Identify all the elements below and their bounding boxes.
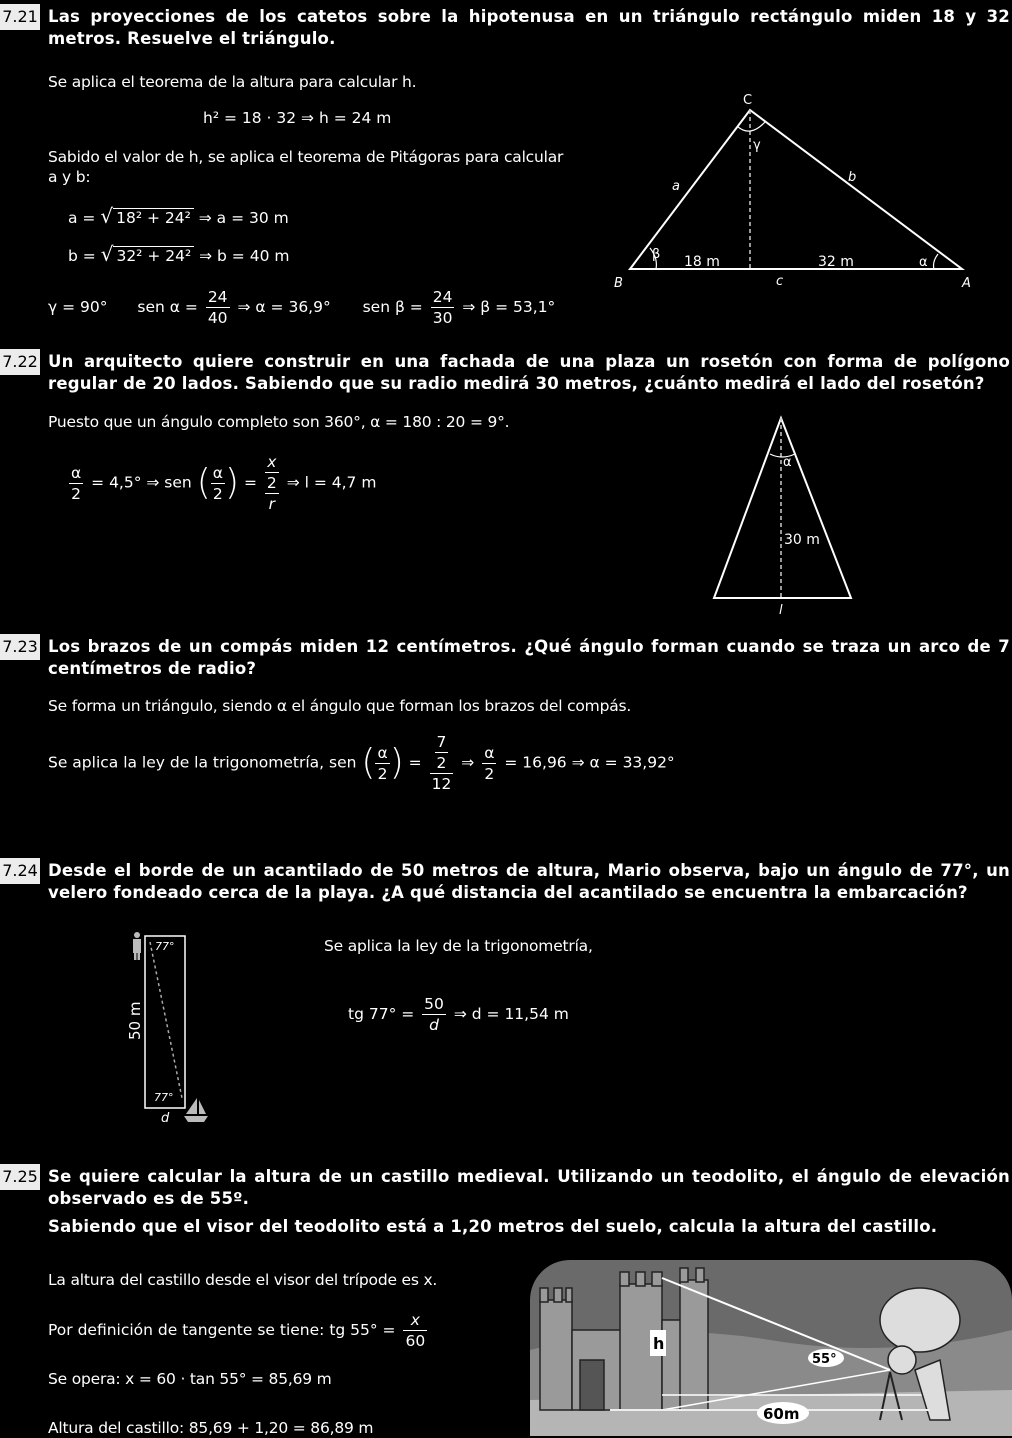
problem-number-7-21: 7.21: [0, 4, 40, 30]
fraction-alpha-half-2: [211, 463, 225, 504]
equals-sign: =: [408, 753, 422, 772]
fraction-alpha-half-2: [482, 743, 496, 784]
beta-result: ⇒ β = 53,1°: [462, 298, 556, 316]
formula-middle: = 4,5° ⇒ sen: [91, 473, 192, 492]
elevation-angle-label: 55°: [812, 1352, 837, 1367]
formula-b-root: 32² + 24²: [113, 246, 194, 265]
side-b: b: [848, 170, 857, 185]
text-altura-castillo: Altura del castillo: 85,69 + 1,20 = 86,89 m: [48, 1419, 374, 1437]
formula-angles: [48, 287, 555, 328]
angle-alpha: α: [919, 255, 928, 270]
fraction-alpha-half: [69, 463, 83, 504]
angle-bottom-77: 77°: [154, 1091, 174, 1104]
problem-title-7-25a: Se quiere calcular la altura de un castillo medieval. Utilizando un teodolito, el ángulo de elevación observado es de 55º.: [48, 1167, 1010, 1208]
formula-a-lhs: a =: [68, 209, 96, 227]
side-a: a: [672, 179, 680, 194]
compound-numerator: [265, 452, 279, 493]
radius-label: 30 m: [784, 532, 820, 548]
text-pitagoras: Sabido el valor de h, se aplica el teorema de Pitágoras para calcular: [48, 148, 564, 166]
fraction-seven-half: [435, 732, 449, 773]
right-triangle-diagram: [600, 88, 990, 298]
problem-title-7-22: Un arquitecto quiere construir en una fachada de una plaza un rosetón con forma de polígono regular de 20 lados. Sabiendo que su radio medirá 30 metros, ¿cuánto medirá el lado del rosetón?: [48, 352, 1010, 393]
alpha-numerator: α: [377, 743, 388, 762]
problem-title-7-25b: Sabiendo que el visor del teodolito está a 1,20 metros del suelo, calcula la altura del castillo.: [48, 1217, 938, 1236]
segment-32: 32 m: [818, 254, 854, 270]
cliff-diagram: [120, 928, 220, 1128]
left-paren: (: [361, 742, 376, 783]
vertex-b: B: [614, 276, 623, 291]
text-altura-visor: La altura del castillo desde el visor del trípode es x.: [48, 1271, 438, 1289]
two-denominator: 2: [482, 763, 496, 784]
text-ley-trigonometria: Se aplica la ley de la trigonometría,: [324, 937, 593, 955]
right-paren: ): [389, 742, 404, 783]
sixty-denominator: 60: [405, 1332, 426, 1350]
x-numerator: x: [267, 453, 277, 471]
equals-sign: =: [243, 473, 257, 492]
two-denominator: 2: [211, 483, 225, 504]
problem-title-7-24: Desde el borde de un acantilado de 50 metros de altura, Mario observa, bajo un ángulo de 77°, un velero fondeado cerca de la playa. ¿A qué distancia del acantilado se encuentra la embarcación?: [48, 861, 1010, 902]
problem-title-7-23: Los brazos de un compás miden 12 centímetros. ¿Qué ángulo forman cuando se traza un arco de 7 centímetros de radio?: [48, 637, 1010, 678]
formula-prefix: Se aplica la ley de la trigonometría, sen: [48, 753, 357, 772]
distance-d: d: [161, 1111, 170, 1126]
fraction-x-half-over-r: [265, 452, 279, 514]
fraction-alpha: [206, 287, 230, 328]
formula-prefix: tg 77° =: [348, 1005, 415, 1023]
alpha-result: ⇒ α = 36,9°: [237, 298, 331, 316]
apex-angle-alpha: α: [783, 455, 792, 470]
castle-distance-label: 60m: [763, 1405, 800, 1423]
formula-cliff: [348, 994, 569, 1035]
alpha-numerator: α: [484, 743, 495, 762]
compass-result: = 16,96 ⇒ α = 33,92°: [504, 753, 675, 772]
formula-rosette: [66, 452, 376, 514]
side-l-label: l: [779, 603, 783, 618]
alpha-numerator: α: [71, 463, 82, 482]
formula-a-root: 18² + 24²: [113, 208, 194, 227]
left-paren: (: [196, 462, 211, 503]
formula-b: [68, 242, 289, 266]
text-altura-theorem: Se aplica el teorema de la altura para calcular h.: [48, 73, 417, 91]
cliff-result: ⇒ d = 11,54 m: [453, 1005, 569, 1023]
fraction-x-half: [265, 452, 279, 493]
castle-height-label: h: [653, 1334, 665, 1353]
r-denominator: r: [265, 493, 279, 514]
arrow: ⇒: [461, 753, 475, 772]
problem-number-7-22: 7.22: [0, 349, 40, 375]
two-denominator: 2: [69, 483, 83, 504]
sailboat-icon: [184, 1098, 208, 1122]
d-denominator: d: [422, 1014, 446, 1035]
fraction-alpha-half: [375, 743, 389, 784]
segment-18: 18 m: [684, 254, 720, 270]
tangent-definition: Por definición de tangente se tiene: tg 55° =: [48, 1321, 396, 1339]
problem-number-7-25: 7.25: [0, 1164, 40, 1190]
beta-denominator: 30: [432, 309, 453, 327]
vertex-a: A: [962, 276, 971, 291]
angle-top-77: 77°: [155, 940, 175, 953]
fraction-50-over-d: [422, 994, 446, 1035]
text-compass-triangle: Se forma un triángulo, siendo α el ángulo que forman los brazos del compás.: [48, 697, 632, 715]
formula-a-rhs: ⇒ a = 30 m: [198, 209, 289, 227]
two-denominator: 2: [375, 763, 389, 784]
angle-gamma: γ: [753, 138, 761, 153]
formula-compass: [48, 732, 675, 794]
two-denominator: 2: [436, 754, 447, 772]
problem-number-7-24: 7.24: [0, 858, 40, 884]
fifty-numerator: 50: [424, 995, 444, 1013]
formula-b-lhs: b =: [68, 247, 96, 265]
twelve-denominator: 12: [431, 775, 452, 793]
text-a-y-b: a y b:: [48, 168, 91, 186]
gamma-value: γ = 90°: [48, 298, 108, 316]
text-se-opera: Se opera: x = 60 · tan 55° = 85,69 m: [48, 1370, 332, 1388]
sqrt-sign: √: [100, 242, 114, 266]
person-icon: [133, 932, 141, 960]
seven-numerator: 7: [436, 733, 447, 751]
height-50m: 50 m: [126, 1001, 144, 1040]
castle-illustration: [530, 1260, 1012, 1436]
angle-beta: β: [652, 247, 661, 262]
alpha-numerator: 24: [207, 288, 228, 306]
formula-tangent: [48, 1310, 430, 1351]
rosette-result: ⇒ l = 4,7 m: [286, 473, 377, 492]
alpha-denominator: 40: [207, 309, 228, 327]
vertex-c: C: [743, 93, 753, 108]
sqrt-sign: √: [100, 204, 114, 228]
sen-beta-label: sen β =: [362, 298, 423, 316]
formula-a: [68, 204, 289, 228]
sen-alpha-label: sen α =: [137, 298, 198, 316]
problem-number-7-23: 7.23: [0, 634, 40, 660]
two-denominator: 2: [266, 474, 277, 492]
beta-numerator: 24: [432, 288, 453, 306]
side-c: c: [776, 274, 784, 289]
isosceles-triangle-diagram: [700, 410, 870, 620]
formula-b-rhs: ⇒ b = 40 m: [199, 247, 290, 265]
compound-numerator: [430, 732, 454, 773]
right-paren: ): [224, 462, 239, 503]
alpha-numerator: α: [212, 463, 223, 482]
problem-title-7-21: Las proyecciones de los catetos sobre la hipotenusa en un triángulo rectángulo miden 18 y 32 metros. Resuelve el triángulo.: [48, 7, 1010, 48]
text-angulo-completo: Puesto que un ángulo completo son 360°, α = 180 : 20 = 9°.: [48, 413, 510, 431]
formula-h: h² = 18 · 32 ⇒ h = 24 m: [203, 109, 392, 127]
fraction-beta: [431, 287, 455, 328]
fraction-x-over-60: [403, 1310, 427, 1351]
fraction-seven-half-over-twelve: [430, 732, 454, 794]
x-numerator: x: [410, 1311, 420, 1329]
